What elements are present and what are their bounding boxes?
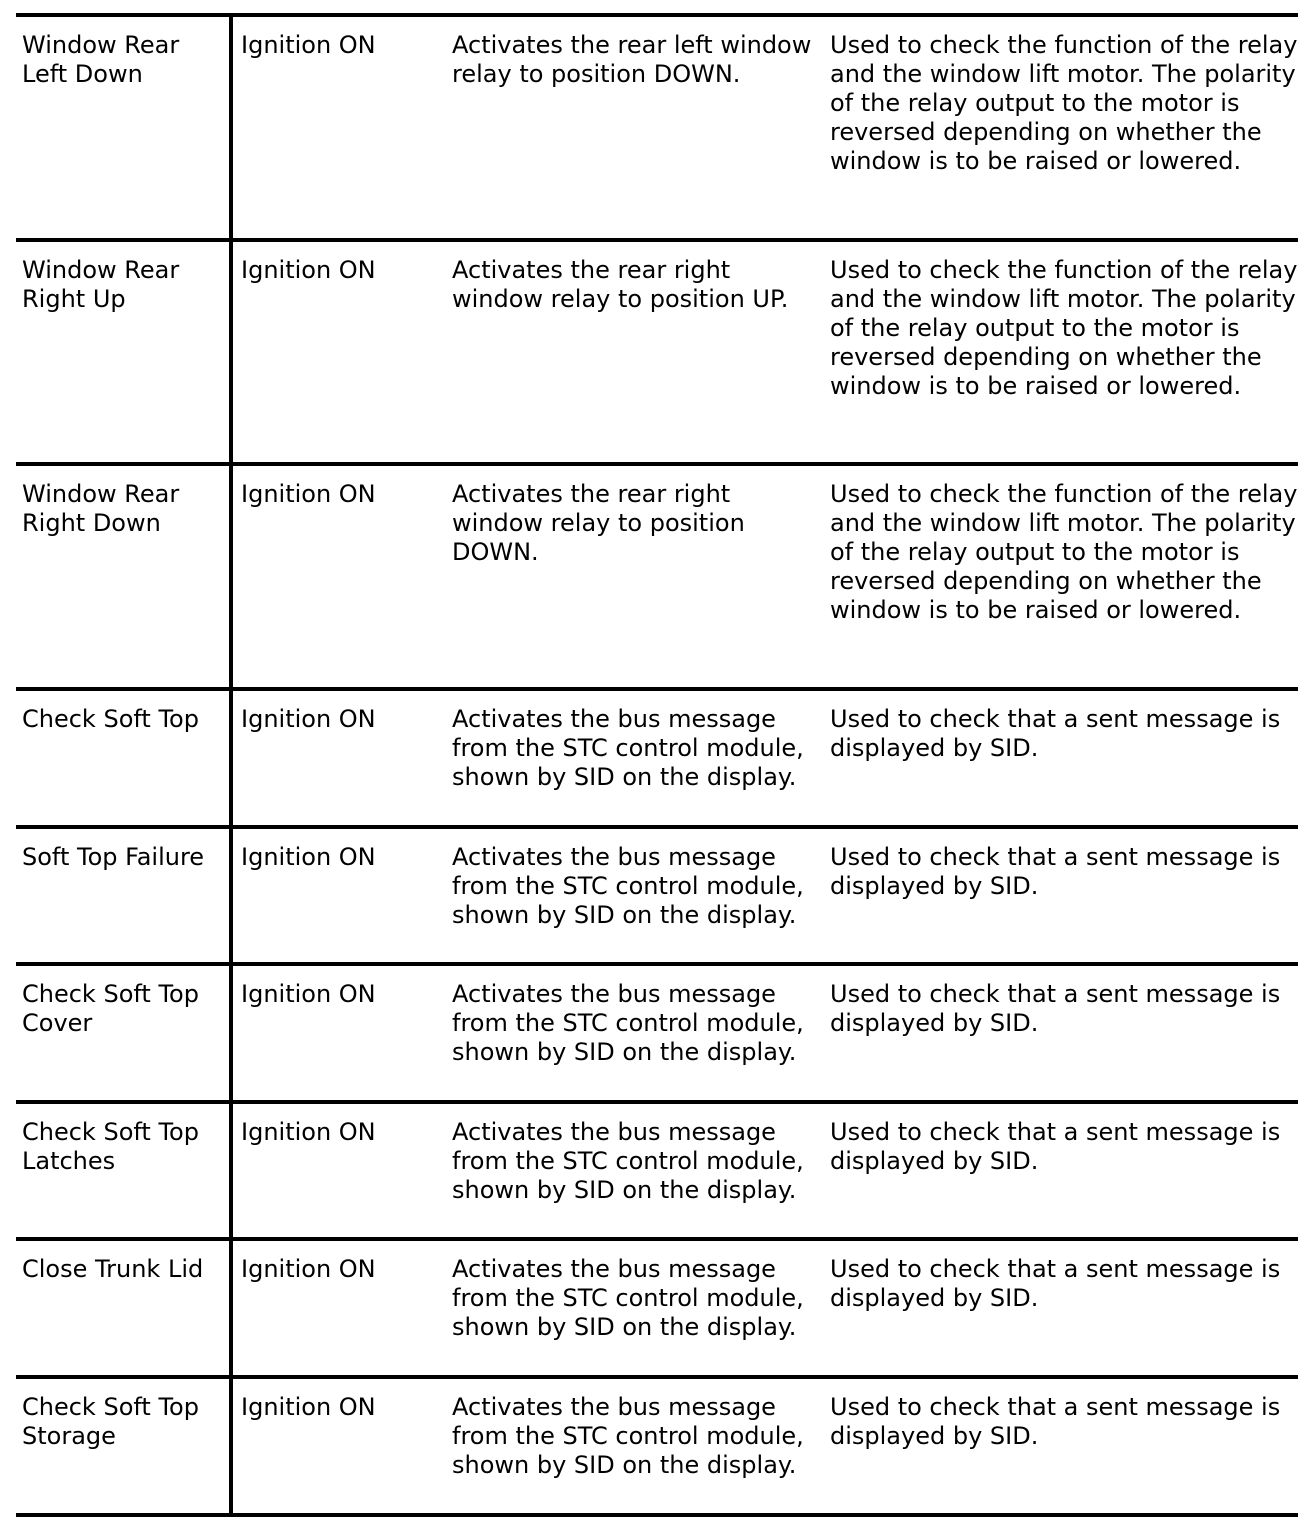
function-cell: Window Rear Right Up (16, 240, 231, 464)
function-cell: Close Trunk Lid (16, 1239, 231, 1377)
table-row (16, 15, 1298, 240)
function-cell: Window Rear Right Down (16, 464, 231, 689)
table-row (16, 1377, 1298, 1515)
condition-cell: Ignition ON (241, 256, 376, 284)
action-cell: Activates the rear right window relay to position DOWN. (452, 480, 745, 566)
purpose-cell: Used to check the function of the relay and the window lift motor. The polarity of the relay output to the motor is reversed depending on whether the window is to be raised or lowered. (830, 31, 1298, 175)
table-row (16, 827, 1298, 964)
function-cell: Check Soft Top (16, 689, 231, 827)
purpose-cell: Used to check that a sent message is displayed by SID. (830, 705, 1281, 762)
action-cell: Activates the rear right window relay to position UP. (452, 256, 789, 313)
function-cell: Check Soft Top Latches (16, 1102, 231, 1239)
function-cell: Check Soft Top Storage (16, 1377, 231, 1515)
function-cell: Soft Top Failure (16, 827, 231, 964)
action-cell: Activates the bus message from the STC control module, shown by SID on the display. (452, 1393, 804, 1479)
table-row (16, 1102, 1298, 1239)
purpose-cell: Used to check that a sent message is displayed by SID. (830, 1255, 1281, 1312)
table-row (16, 689, 1298, 827)
action-cell: Activates the bus message from the STC control module, shown by SID on the display. (452, 843, 804, 929)
purpose-cell: Used to check the function of the relay and the window lift motor. The polarity of the relay output to the motor is reversed depending on whether the window is to be raised or lowered. (830, 256, 1298, 400)
table-row (16, 240, 1298, 464)
condition-cell: Ignition ON (241, 843, 376, 871)
action-cell: Activates the bus message from the STC control module, shown by SID on the display. (452, 1118, 804, 1204)
condition-cell: Ignition ON (241, 480, 376, 508)
table-row (16, 964, 1298, 1102)
purpose-cell: Used to check that a sent message is displayed by SID. (830, 980, 1281, 1037)
condition-cell: Ignition ON (241, 705, 376, 733)
condition-cell: Ignition ON (241, 980, 376, 1008)
condition-cell: Ignition ON (241, 1393, 376, 1421)
purpose-cell: Used to check that a sent message is displayed by SID. (830, 843, 1281, 900)
action-cell: Activates the bus message from the STC control module, shown by SID on the display. (452, 980, 804, 1066)
activation-table-body (16, 15, 1298, 1515)
action-cell: Activates the bus message from the STC control module, shown by SID on the display. (452, 1255, 804, 1341)
function-cell: Window Rear Left Down (16, 15, 231, 240)
purpose-cell: Used to check that a sent message is displayed by SID. (830, 1393, 1281, 1450)
purpose-cell: Used to check that a sent message is displayed by SID. (830, 1118, 1281, 1175)
activation-table (16, 13, 1298, 1517)
condition-cell: Ignition ON (241, 31, 376, 59)
table-row (16, 464, 1298, 689)
action-cell: Activates the rear left window relay to position DOWN. (452, 31, 812, 88)
purpose-cell: Used to check the function of the relay and the window lift motor. The polarity of the relay output to the motor is reversed depending on whether the window is to be raised or lowered. (830, 480, 1298, 624)
action-cell: Activates the bus message from the STC control module, shown by SID on the display. (452, 705, 804, 791)
condition-cell: Ignition ON (241, 1255, 376, 1283)
table-row (16, 1239, 1298, 1377)
condition-cell: Ignition ON (241, 1118, 376, 1146)
function-cell: Check Soft Top Cover (16, 964, 231, 1102)
